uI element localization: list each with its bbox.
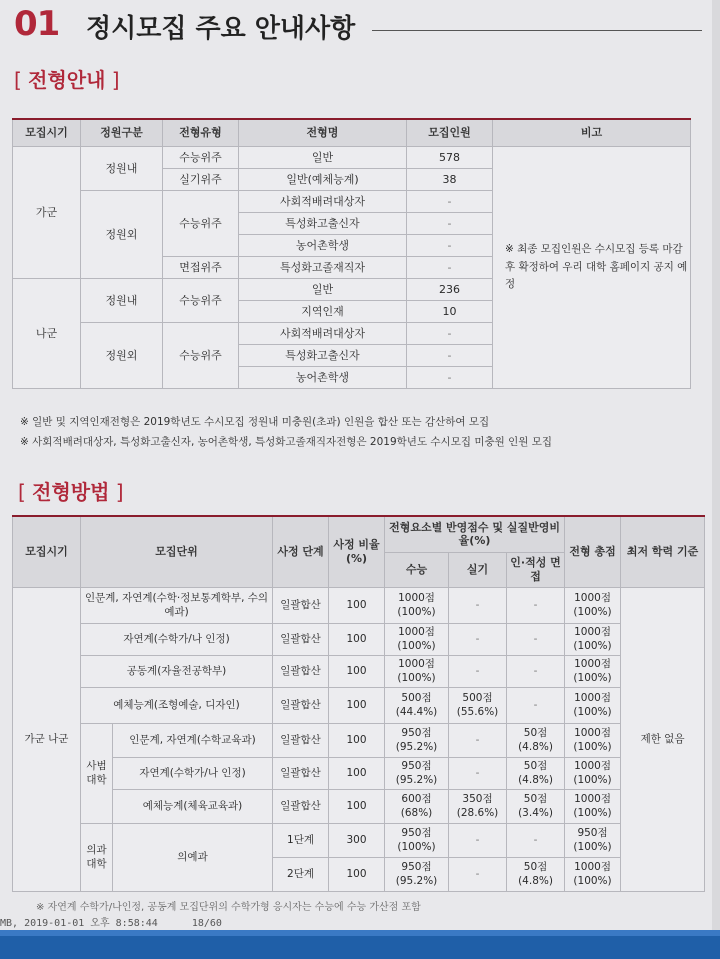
score-cell: - — [449, 624, 507, 656]
stage-cell: 일괄합산 — [273, 758, 329, 790]
ratio-cell: 300 — [329, 824, 385, 858]
score-cell: - — [449, 588, 507, 624]
table-row — [13, 147, 691, 169]
name-cell: 농어촌학생 — [239, 367, 407, 389]
status-bar — [0, 914, 720, 930]
col-header: 최저 학력 기준 — [621, 516, 705, 588]
section-number: 01 — [14, 4, 60, 44]
ratio-cell: 100 — [329, 624, 385, 656]
table-row — [13, 656, 705, 688]
group-cell: 가군 — [13, 147, 81, 279]
unit-cell: 의예과 — [113, 824, 273, 892]
stage-cell: 일괄합산 — [273, 724, 329, 758]
col-header: 전형 총점 — [565, 516, 621, 588]
ratio-cell: 100 — [329, 656, 385, 688]
score-cell: 350점 (28.6%) — [449, 790, 507, 824]
score-cell: - — [507, 824, 565, 858]
score-cell: 50점 (4.8%) — [507, 758, 565, 790]
total-cell: 1000점 (100%) — [565, 656, 621, 688]
type-cell: 수능위주 — [163, 279, 239, 323]
unit-cell: 인문계, 자연계(수학·정보통계학부, 수의예과) — [81, 588, 273, 624]
count-cell: 10 — [407, 301, 493, 323]
ratio-cell: 100 — [329, 758, 385, 790]
quota-cell: 정원외 — [81, 323, 163, 389]
score-cell: 950점 (95.2%) — [385, 858, 449, 892]
table-row — [13, 624, 705, 656]
quota-cell: 정원내 — [81, 147, 163, 191]
score-cell: 950점 (95.2%) — [385, 724, 449, 758]
score-cell: 1000점 (100%) — [385, 624, 449, 656]
col-header: 비고 — [493, 119, 691, 147]
type-cell: 수능위주 — [163, 323, 239, 389]
score-cell: 500점 (44.4%) — [385, 688, 449, 724]
ratio-cell: 100 — [329, 688, 385, 724]
score-cell: 50점 (4.8%) — [507, 858, 565, 892]
admission-guide-table — [12, 118, 691, 389]
name-cell: 농어촌학생 — [239, 235, 407, 257]
score-cell: 950점 (95.2%) — [385, 758, 449, 790]
remark-cell: ※ 최종 모집인원은 수시모집 등록 마감 후 확정하여 우리 대학 홈페이지 공지 예정 — [493, 147, 691, 389]
total-cell: 1000점 (100%) — [565, 724, 621, 758]
total-cell: 1000점 (100%) — [565, 688, 621, 724]
table-row — [13, 790, 705, 824]
unit-cell: 자연계(수학가/나 인정) — [113, 758, 273, 790]
table-header-row — [13, 119, 691, 147]
unit-cell: 자연계(수학가/나 인정) — [81, 624, 273, 656]
total-cell: 950점 (100%) — [565, 824, 621, 858]
table-row — [13, 824, 705, 858]
type-cell: 실기위주 — [163, 169, 239, 191]
col-header: 전형명 — [239, 119, 407, 147]
score-cell: - — [507, 588, 565, 624]
title-divider — [372, 30, 702, 31]
college-cell: 의과 대학 — [81, 824, 113, 892]
name-cell: 지역인재 — [239, 301, 407, 323]
unit-cell: 예체능계(조형예술, 디자인) — [81, 688, 273, 724]
col-header: 실기 — [449, 552, 507, 588]
unit-cell: 인문계, 자연계(수학교육과) — [113, 724, 273, 758]
section-heading-guide: [ 전형안내 ] — [14, 68, 120, 92]
score-cell: 50점 (4.8%) — [507, 724, 565, 758]
score-cell: - — [507, 656, 565, 688]
period-cell: 가군 나군 — [13, 588, 81, 892]
count-cell: 578 — [407, 147, 493, 169]
stage-cell: 1단계 — [273, 824, 329, 858]
name-cell: 특성화고출신자 — [239, 213, 407, 235]
score-cell: 500점 (55.6%) — [449, 688, 507, 724]
footnote: ※ 자연계 수학가/나인정, 공동계 모집단위의 수학가형 응시자는 수능에 수능 가산점 포함 — [36, 902, 421, 913]
stage-cell: 2단계 — [273, 858, 329, 892]
table-header-row — [13, 516, 705, 552]
count-cell: - — [407, 191, 493, 213]
score-cell: - — [449, 858, 507, 892]
group-cell: 나군 — [13, 279, 81, 389]
score-cell: 600점 (68%) — [385, 790, 449, 824]
ratio-cell: 100 — [329, 724, 385, 758]
page-title: 정시모집 주요 안내사항 — [86, 14, 356, 44]
score-cell: 1000점 (100%) — [385, 656, 449, 688]
count-cell: - — [407, 235, 493, 257]
stage-cell: 일괄합산 — [273, 790, 329, 824]
page-indicator: 18/60 — [191, 918, 222, 929]
count-cell: - — [407, 367, 493, 389]
table-row — [13, 688, 705, 724]
col-header: 정원구분 — [81, 119, 163, 147]
section-heading-method-text: 전형방법 — [32, 480, 110, 504]
count-cell: - — [407, 345, 493, 367]
count-cell: 38 — [407, 169, 493, 191]
quota-cell: 정원외 — [81, 191, 163, 279]
name-cell: 사회적배려대상자 — [239, 191, 407, 213]
name-cell: 특성화고출신자 — [239, 345, 407, 367]
total-cell: 1000점 (100%) — [565, 588, 621, 624]
ratio-cell: 100 — [329, 858, 385, 892]
count-cell: - — [407, 323, 493, 345]
name-cell: 사회적배려대상자 — [239, 323, 407, 345]
name-cell: 일반 — [239, 147, 407, 169]
min-standard-cell: 제한 없음 — [621, 588, 705, 892]
table-row — [13, 588, 705, 624]
stage-cell: 일괄합산 — [273, 624, 329, 656]
unit-cell: 예체능계(체육교육과) — [113, 790, 273, 824]
col-header: 모집단위 — [81, 516, 273, 588]
status-datetime: MB, 2019-01-01 오후 8:58:44 — [0, 918, 158, 929]
taskbar-highlight — [0, 930, 720, 936]
score-cell: 50점 (3.4%) — [507, 790, 565, 824]
stage-cell: 일괄합산 — [273, 688, 329, 724]
note-line: ※ 사회적배려대상자, 특성화고출신자, 농어촌학생, 특성화고졸재직자전형은 2019학년도 수시모집 미충원 인원 모집 — [20, 436, 553, 448]
type-cell: 수능위주 — [163, 147, 239, 169]
score-cell: 1000점 (100%) — [385, 588, 449, 624]
score-cell: - — [507, 624, 565, 656]
type-cell: 수능위주 — [163, 191, 239, 257]
name-cell: 특성화고졸재직자 — [239, 257, 407, 279]
type-cell: 면접위주 — [163, 257, 239, 279]
quota-cell: 정원내 — [81, 279, 163, 323]
score-cell: - — [449, 656, 507, 688]
col-header: 모집시기 — [13, 119, 81, 147]
unit-cell: 공동계(자율전공학부) — [81, 656, 273, 688]
college-cell: 사범 대학 — [81, 724, 113, 824]
table-row — [13, 724, 705, 758]
taskbar[interactable] — [0, 930, 720, 959]
name-cell: 일반(예체능계) — [239, 169, 407, 191]
table-row — [13, 758, 705, 790]
total-cell: 1000점 (100%) — [565, 758, 621, 790]
score-cell: - — [449, 724, 507, 758]
selection-method-table — [12, 515, 705, 892]
count-cell: - — [407, 257, 493, 279]
section-heading-guide-text: 전형안내 — [28, 68, 106, 92]
name-cell: 일반 — [239, 279, 407, 301]
count-cell: 236 — [407, 279, 493, 301]
col-header: 모집인원 — [407, 119, 493, 147]
total-cell: 1000점 (100%) — [565, 624, 621, 656]
stage-cell: 일괄합산 — [273, 656, 329, 688]
score-cell: - — [449, 758, 507, 790]
section-heading-method: [ 전형방법 ] — [18, 480, 124, 504]
col-header: 수능 — [385, 552, 449, 588]
col-header: 인·적성 면접 — [507, 552, 565, 588]
ratio-cell: 100 — [329, 588, 385, 624]
col-header: 사정 비율 (%) — [329, 516, 385, 588]
col-header: 전형요소별 반영점수 및 실질반영비율(%) — [385, 516, 565, 552]
note-line: ※ 일반 및 지역인재전형은 2019학년도 수시모집 정원내 미충원(초과) 인원을 합산 또는 감산하여 모집 — [20, 416, 490, 428]
total-cell: 1000점 (100%) — [565, 790, 621, 824]
col-header: 모집시기 — [13, 516, 81, 588]
score-cell: - — [507, 688, 565, 724]
col-header: 사정 단계 — [273, 516, 329, 588]
score-cell: - — [449, 824, 507, 858]
ratio-cell: 100 — [329, 790, 385, 824]
count-cell: - — [407, 213, 493, 235]
col-header: 전형유형 — [163, 119, 239, 147]
score-cell: 950점 (100%) — [385, 824, 449, 858]
total-cell: 1000점 (100%) — [565, 858, 621, 892]
stage-cell: 일괄합산 — [273, 588, 329, 624]
